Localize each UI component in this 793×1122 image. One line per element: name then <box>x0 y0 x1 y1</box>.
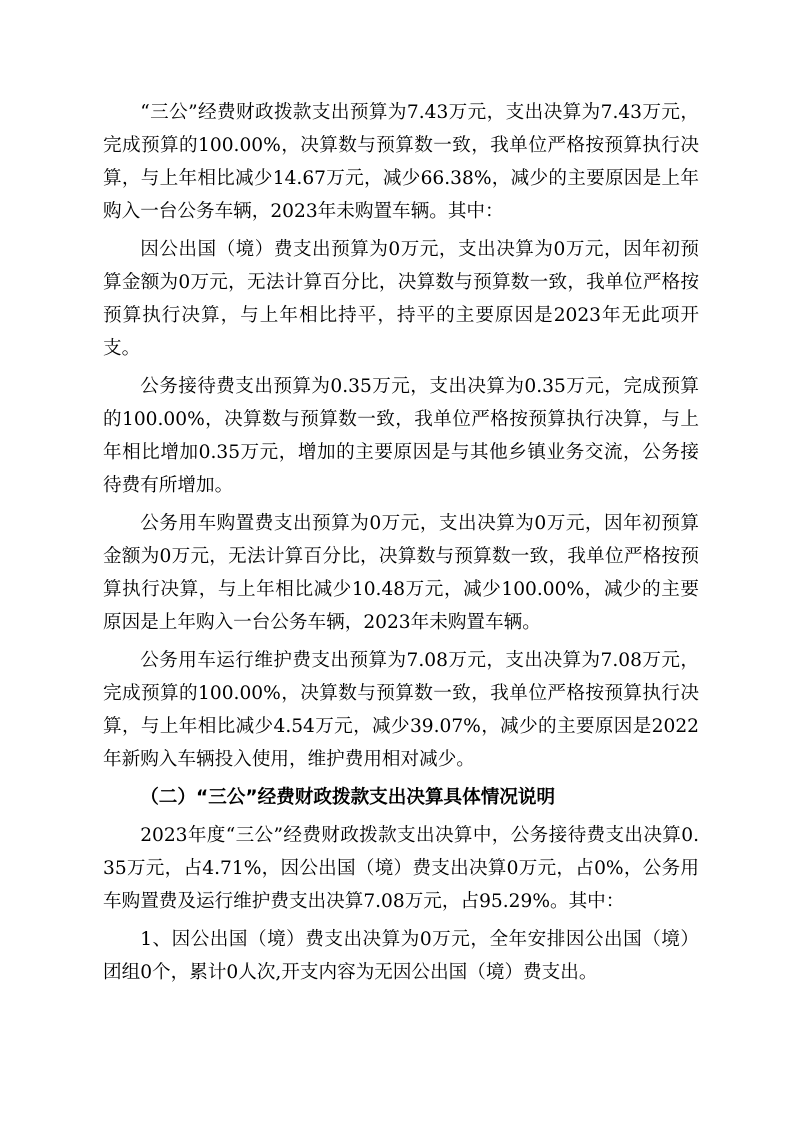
paragraph-overseas-travel: 因公出国（境）费支出预算为0万元，支出决算为0万元，因年初预算金额为0万元，无法计算百分比，决算数与预算数一致，我单位严格按预算执行决算，与上年相比持平，持平的主要原因是2023年无此项开支。 <box>103 239 699 359</box>
paragraph-vehicle-maintenance: 公务用车运行维护费支出预算为7.08万元，支出决算为7.08万元，完成预算的100.00%，决算数与预算数一致，我单位严格按预算执行决算，与上年相比减少4.54万元，减少39.07%，减少的主要原因是2022年新购入车辆投入使用，维护费用相对减少。 <box>103 650 699 770</box>
paragraph-san-gong-summary: “三公”经费财政拨款支出预算为7.43万元，支出决算为7.43万元，完成预算的100.00%，决算数与预算数一致，我单位严格按预算执行决算，与上年相比减少14.67万元，减少66.38%，减少的主要原因是上年购入一台公务车辆，2023年未购置车辆。其中： <box>103 102 699 222</box>
paragraph-vehicle-purchase: 公务用车购置费支出预算为0万元，支出决算为0万元，因年初预算金额为0万元，无法计算百分比，决算数与预算数一致，我单位严格按预算执行决算，与上年相比减少10.48万元，减少100.00%，减少的主要原因是上年购入一台公务车辆，2023年未购置车辆。 <box>103 513 699 633</box>
paragraph-overseas-detail: 1、因公出国（境）费支出决算为0万元，全年安排因公出国（境）团组0个，累计0人次,开支内容为无因公出国（境）费支出。 <box>103 929 699 983</box>
section-heading: （二）“三公”经费财政拨款支出决算具体情况说明 <box>140 787 556 808</box>
paragraph-final-accounts-breakdown: 2023年度“三公”经费财政拨款支出决算中，公务接待费支出决算0.35万元，占4.71%，因公出国（境）费支出决算0万元，占0%，公务用车购置费及运行维护费支出决算7.08万元，占95.29%。其中： <box>103 825 699 912</box>
document-body <box>103 96 699 994</box>
paragraph-official-reception: 公务接待费支出预算为0.35万元，支出决算为0.35万元，完成预算的100.00%，决算数与预算数一致，我单位严格按预算执行决算，与上年相比增加0.35万元，增加的主要原因是与其他乡镇业务交流，公务接待费有所增加。 <box>103 376 699 496</box>
